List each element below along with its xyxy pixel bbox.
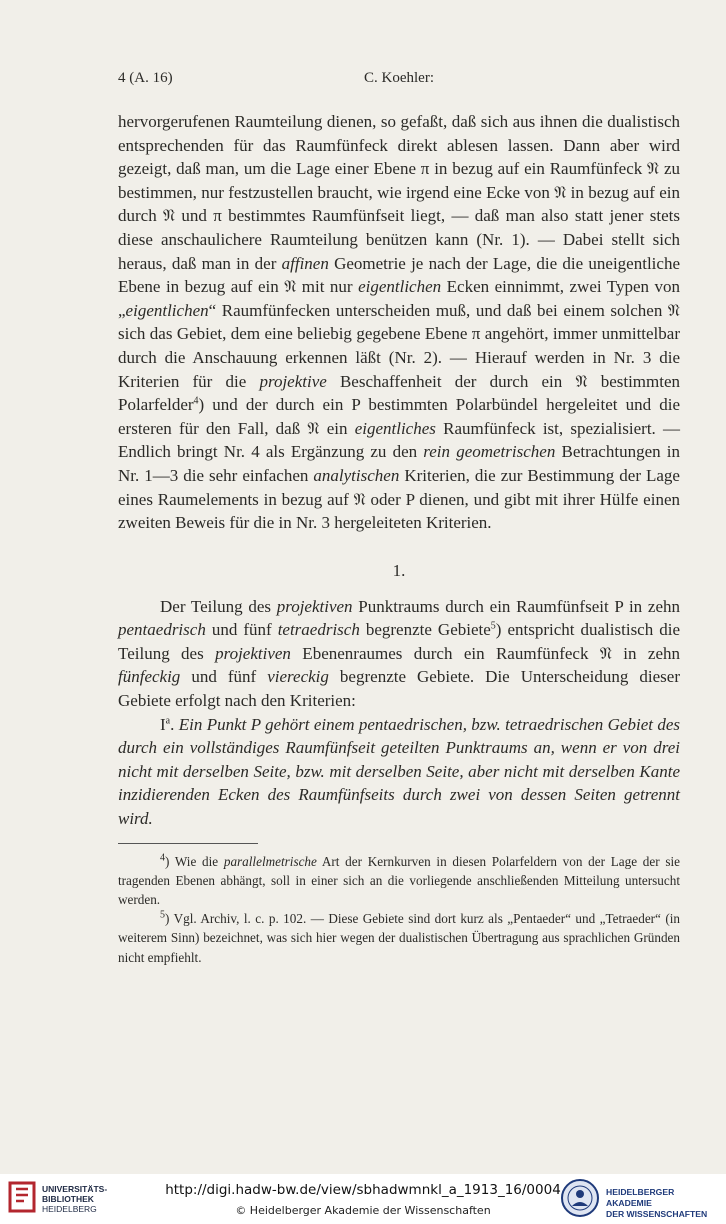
footnote-mark: 4 bbox=[160, 852, 165, 864]
text-run: Kriterien, die zur Bestimmung der Lage eines Raumelements in bezug auf 𝔑 oder P dienen, und gibt mit ihrer Hülfe einen zweiten Beweis für die in Nr. 3 hergeleiteten Kriterien. bbox=[118, 465, 680, 533]
text-run: Ebenenraumes durch ein Raumfünfeck 𝔑 in zehn bbox=[290, 643, 680, 663]
section-paragraph bbox=[118, 595, 680, 831]
text-run: ) Wie die bbox=[165, 853, 224, 869]
text-run: und fünf bbox=[180, 667, 268, 687]
footnotes bbox=[118, 852, 680, 967]
permalink[interactable]: http://digi.hadw-bw.de/view/sbhadwmnkl_a_1913_16/0004 bbox=[165, 1182, 561, 1198]
intro-paragraph bbox=[118, 110, 680, 535]
text-run: Punktraums durch ein Raumfünfseit P in zehn bbox=[352, 596, 680, 616]
criterion-label-sup: a bbox=[165, 715, 171, 726]
text-run: und fünf bbox=[205, 620, 278, 640]
text-run: hervorgerufenen Raumteilung dienen, so gefaßt, daß sich aus ihnen die dualistisch entsprechenden für das Raumfünfeck direkt ablesen lassen. Dann aber wird gezeigt, daß man, um die Lage einer Ebene π in bezug auf ein Raumfünfeck 𝔑 zu bestimmen, nur festzustellen braucht, wie irgend eine Ecke von 𝔑 in bezug auf ein durch 𝔑 und π bestimmtes Raumfünfseit liegt, — daß man also statt jener stets diese anschaulichere Raumteilung benützen kann (Nr. 1). — Dabei stellt sich heraus, daß man in der bbox=[118, 112, 680, 273]
page-reference: 4 (A. 16) bbox=[118, 70, 173, 86]
library-line: UNIVERSITÄTS- bbox=[42, 1184, 108, 1194]
footnote-4 bbox=[118, 852, 680, 910]
text-run: “ Raumfünfecken unterscheiden muß, und daß bei einem solchen 𝔑 sich das Gebiet, dem eine beliebig gegebene Ebene π angehört, immer unmittelbar durch die Anschauung erkennen läßt (Nr. 2). — Hierauf werden in Nr. 3 die Kriterien für die bbox=[118, 300, 680, 391]
academy-seal-icon bbox=[560, 1178, 600, 1218]
text-run: Der Teilung des bbox=[160, 596, 277, 616]
emphasis: parallelmetrische bbox=[223, 853, 317, 869]
text-run: ) Vgl. Archiv, l. c. p. 102. — Diese Gebiete sind dort kurz als „Pentaeder“ und „Tetraeder“ (in weiterem Sinn) bezeichnet, was sich hier wegen der dualistischen Übertragung aus sprachlichen Gründen nicht empfiehlt. bbox=[118, 911, 680, 965]
text-run: Art der Kernkurven in diesen Polarfeldern von der Lage der sie tragenden Ebenen abhängt, soll in einer sich an die vorliegende anschließenden Mitteilung untersucht werden. bbox=[118, 853, 680, 908]
text-run: Beschaffenheit der durch ein 𝔑 bestimmten Polarfelder bbox=[118, 371, 681, 415]
criterion-ia bbox=[118, 713, 680, 831]
footnote-mark: 5 bbox=[160, 909, 165, 921]
footnote-ref-5[interactable]: 5 bbox=[490, 620, 496, 632]
page-content bbox=[118, 70, 680, 967]
emphasis: rein geometrischen bbox=[423, 442, 556, 462]
emphasis: affinen bbox=[281, 253, 329, 273]
text-run: Raumfünfeck ist, spezialisiert. — Endlich bringt Nr. 4 als Ergänzung zu den bbox=[118, 418, 680, 462]
academy-logo[interactable] bbox=[560, 1178, 720, 1220]
text-run: Ecken einnimmt, zwei Typen von „ bbox=[118, 277, 680, 320]
emphasis: fünfeckig bbox=[118, 667, 181, 687]
running-header bbox=[118, 70, 680, 92]
footnote-separator bbox=[118, 843, 258, 844]
footnote-5 bbox=[118, 909, 680, 967]
text-run: Betrachtungen in Nr. 1—3 die sehr einfachen bbox=[118, 442, 680, 485]
emphasis: projektiven bbox=[276, 596, 353, 616]
emphasis: eigentlichen bbox=[125, 300, 209, 320]
emphasis: eigentliches bbox=[354, 418, 436, 438]
criterion-label: I bbox=[160, 714, 166, 734]
text-run: ) entspricht dualistisch die Teilung des bbox=[118, 620, 681, 663]
emphasis: analytischen bbox=[313, 465, 400, 485]
viewer-footer bbox=[0, 1174, 726, 1224]
academy-line: HEIDELBERGER AKADEMIE bbox=[606, 1187, 675, 1208]
footnote-ref-4[interactable]: 4 bbox=[193, 395, 199, 407]
emphasis: pentaedrisch bbox=[118, 620, 206, 640]
emphasis: eigentlichen bbox=[358, 277, 442, 297]
academy-line: DER WISSENSCHAFTEN bbox=[606, 1209, 708, 1219]
copyright-notice: © Heidelberger Akademie der Wissenschaften bbox=[235, 1204, 491, 1217]
emphasis: projektiven bbox=[215, 643, 291, 663]
emphasis: viereckig bbox=[267, 667, 329, 687]
text-run: begrenzte Gebiete. Die Unterscheidung dieser Gebiete erfolgt nach den Kriterien: bbox=[118, 667, 681, 711]
emphasis: tetraedrisch bbox=[277, 620, 360, 640]
text-run: ) und der durch ein P bestimmten Polarbündel hergeleitet und die ersteren für den Fall, daß 𝔑 ein bbox=[118, 395, 680, 438]
criterion-text: Ein Punkt P gehört einem pentaedrischen, bzw. tetraedrischen Gebiet des durch ein vollständiges Raumfünfseit geteilten Punktraums an, wenn er von drei nicht mit derselben Seite, bzw. mit derselben Seite, aber nicht mit derselben Kante inzidierenden Ecken des Raumfünfseits durch zwei von dessen Seiten getrennt wird. bbox=[118, 714, 680, 829]
academy-name bbox=[606, 1187, 720, 1220]
emphasis: projektive bbox=[259, 371, 327, 391]
library-line: HEIDELBERG bbox=[42, 1204, 97, 1214]
author-header: C. Koehler: bbox=[364, 70, 434, 86]
text-run: Geometrie je nach der Lage, die die uneigentliche Ebene in bezug auf ein 𝔑 mit nur bbox=[118, 253, 680, 297]
criterion-label-dot: . bbox=[170, 714, 175, 734]
section-number: 1. bbox=[392, 560, 406, 580]
text-run: begrenzte Gebiete bbox=[359, 620, 491, 640]
library-line: BIBLIOTHEK bbox=[42, 1194, 94, 1204]
